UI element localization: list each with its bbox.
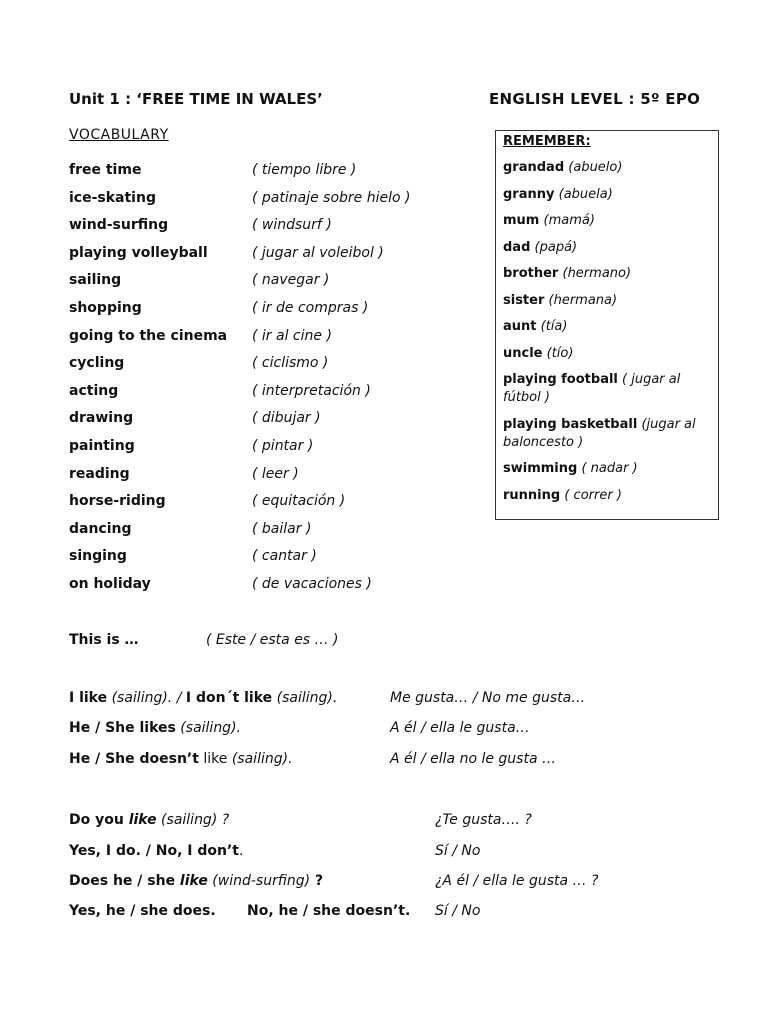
phrase-do-you-like-b: like — [123, 812, 157, 828]
remember-item — [503, 239, 715, 257]
phrase-this-is-spanish: ( Este / esta es … ) — [206, 632, 339, 648]
unit-title — [69, 90, 323, 108]
vocab-english: wind-surfing — [69, 217, 169, 234]
remember-spanish: (abuelo) — [568, 160, 623, 175]
remember-title: REMEMBER: — [503, 134, 591, 149]
phrase-yes-he-does-english: Yes, he / she does. — [69, 903, 216, 919]
phrase-doesnt-like-spanish: A él / ella no le gusta … — [390, 751, 556, 767]
phrase-doesnt-like-a: He / She doesn’t — [69, 751, 199, 767]
vocab-english: acting — [69, 382, 119, 399]
phrase-likes-a: He / She likes — [69, 720, 176, 736]
vocab-spanish: ( interpretación ) — [252, 382, 371, 399]
vocab-english: singing — [69, 548, 127, 565]
remember-english: swimming — [503, 461, 578, 476]
vocab-spanish: ( patinaje sobre hielo ) — [252, 189, 411, 206]
vocab-spanish: ( de vacaciones ) — [252, 575, 372, 592]
remember-english: mum — [503, 213, 540, 228]
remember-item — [503, 371, 715, 407]
vocab-row — [69, 410, 469, 438]
vocab-row — [69, 548, 469, 576]
phrase-this-is-english: This is … — [69, 632, 139, 648]
phrase-does-he-like-c: (wind-surfing) — [207, 873, 311, 889]
remember-item — [503, 416, 715, 452]
vocab-spanish: ( ir al cine ) — [252, 327, 332, 344]
remember-english: sister — [503, 292, 545, 308]
vocab-english: dancing — [69, 520, 132, 537]
phrase-yes-i-do-english — [69, 843, 243, 859]
vocab-row — [69, 245, 469, 273]
vocab-row — [69, 466, 469, 494]
english-level: ENGLISH LEVEL : 5º EPO — [489, 90, 701, 108]
remember-item — [503, 292, 715, 310]
phrase-likes-b: (sailing). — [175, 720, 241, 736]
unit-separator: : — [119, 90, 137, 108]
vocab-row — [69, 493, 469, 521]
vocab-english: going to the cinema — [69, 327, 228, 344]
vocab-row — [69, 300, 469, 328]
vocab-english: ice-skating — [69, 189, 156, 206]
phrase-like-a: I like — [69, 690, 108, 706]
phrase-does-he-like-d: ? — [310, 873, 324, 889]
remember-box — [495, 130, 719, 520]
vocab-row — [69, 162, 469, 190]
remember-english: uncle — [503, 345, 543, 361]
remember-spanish: (tía) — [540, 319, 568, 334]
remember-spanish: ( correr ) — [564, 487, 622, 503]
vocabulary-list — [69, 162, 469, 604]
remember-list — [503, 159, 715, 513]
remember-spanish: (mamá) — [543, 213, 595, 228]
remember-spanish: (papá) — [534, 239, 578, 255]
vocab-spanish: ( pintar ) — [252, 437, 314, 454]
remember-english: granny — [503, 186, 555, 202]
phrase-doesnt-like-c: (sailing). — [227, 751, 293, 767]
vocab-row — [69, 328, 469, 356]
phrase-like-spanish: Me gusta… / No me gusta… — [390, 690, 586, 706]
remember-item — [503, 345, 715, 363]
phrase-does-he-like-english — [69, 873, 323, 889]
remember-item — [503, 265, 715, 283]
phrase-like-b: (sailing). / — [107, 690, 186, 706]
phrase-yes-i-do-spanish: Sí / No — [435, 843, 481, 859]
remember-item — [503, 212, 715, 230]
remember-english: brother — [503, 266, 559, 281]
phrase-do-you-like-c: (sailing) ? — [156, 812, 230, 828]
remember-english: grandad — [503, 160, 565, 175]
vocab-row — [69, 521, 469, 549]
phrase-does-he-like-a: Does he / she — [69, 873, 176, 889]
remember-item — [503, 460, 715, 478]
remember-item — [503, 186, 715, 204]
remember-item — [503, 487, 715, 505]
vocab-spanish: ( equitación ) — [252, 493, 346, 510]
phrase-doesnt-like-b: like — [198, 751, 228, 767]
remember-spanish: (abuela) — [558, 186, 613, 202]
phrase-like-english — [69, 690, 337, 706]
vocab-spanish: ( jugar al voleibol ) — [252, 244, 384, 261]
vocab-row — [69, 217, 469, 245]
unit-label: Unit 1 — [69, 90, 120, 108]
phrase-does-he-like-spanish: ¿A él / ella le gusta … ? — [435, 873, 599, 889]
vocab-english: sailing — [69, 272, 122, 289]
remember-spanish: (hermano) — [562, 266, 632, 281]
vocab-english: on holiday — [69, 575, 151, 592]
vocab-row — [69, 383, 469, 411]
vocab-row — [69, 272, 469, 300]
vocab-spanish: ( bailar ) — [252, 520, 312, 537]
remember-spanish: ( jugar al fútbol ) — [503, 372, 681, 405]
vocab-english: drawing — [69, 410, 134, 427]
phrase-like-c: I don´t like — [185, 690, 273, 706]
vocab-english: shopping — [69, 299, 142, 316]
phrase-likes-spanish: A él / ella le gusta… — [390, 720, 530, 736]
phrase-do-you-like-a: Do you — [69, 812, 124, 828]
vocab-spanish: ( ir de compras ) — [252, 299, 369, 316]
vocab-spanish: ( ciclismo ) — [252, 355, 329, 372]
vocab-spanish: ( navegar ) — [252, 272, 330, 289]
phrase-do-you-like-spanish: ¿Te gusta…. ? — [435, 812, 532, 828]
phrase-do-you-like-english — [69, 812, 229, 828]
vocab-english: horse-riding — [69, 493, 166, 510]
vocabulary-heading: VOCABULARY — [69, 127, 169, 143]
vocab-english: free time — [69, 162, 142, 178]
vocab-spanish: ( tiempo libre ) — [252, 162, 357, 178]
vocab-row — [69, 355, 469, 383]
vocab-row — [69, 576, 469, 604]
remember-english: playing basketball — [503, 416, 638, 432]
phrase-no-he-doesnt-english: No, he / she doesn’t. — [247, 903, 411, 919]
remember-english: aunt — [503, 319, 537, 334]
unit-name: ‘FREE TIME IN WALES’ — [136, 90, 323, 108]
remember-spanish: (jugar al baloncesto ) — [503, 416, 696, 450]
remember-spanish: ( nadar ) — [581, 461, 638, 476]
remember-item — [503, 159, 715, 177]
vocab-english: painting — [69, 437, 135, 454]
vocab-english: cycling — [69, 355, 125, 372]
vocab-spanish: ( cantar ) — [252, 548, 317, 565]
vocab-row — [69, 190, 469, 218]
remember-english: running — [503, 487, 561, 503]
remember-english: playing football — [503, 372, 618, 387]
phrase-yes-he-does-spanish: Sí / No — [435, 903, 481, 919]
vocab-row — [69, 438, 469, 466]
remember-english: dad — [503, 239, 531, 255]
vocab-english: reading — [69, 465, 130, 482]
phrase-yes-i-do-b: . — [239, 843, 244, 859]
vocab-english: playing volleyball — [69, 244, 208, 261]
vocab-spanish: ( windsurf ) — [252, 217, 332, 234]
phrase-like-d: (sailing). — [272, 690, 338, 706]
vocab-spanish: ( leer ) — [252, 465, 299, 482]
vocab-spanish: ( dibujar ) — [252, 410, 321, 427]
phrase-does-he-like-b: like — [175, 873, 208, 889]
remember-spanish: (hermana) — [548, 292, 618, 308]
phrase-likes-english — [69, 720, 241, 736]
phrase-yes-i-do-a: Yes, I do. / No, I don’t — [69, 843, 240, 859]
remember-item — [503, 318, 715, 336]
phrase-doesnt-like-english — [69, 751, 293, 767]
remember-spanish: (tío) — [546, 345, 574, 361]
